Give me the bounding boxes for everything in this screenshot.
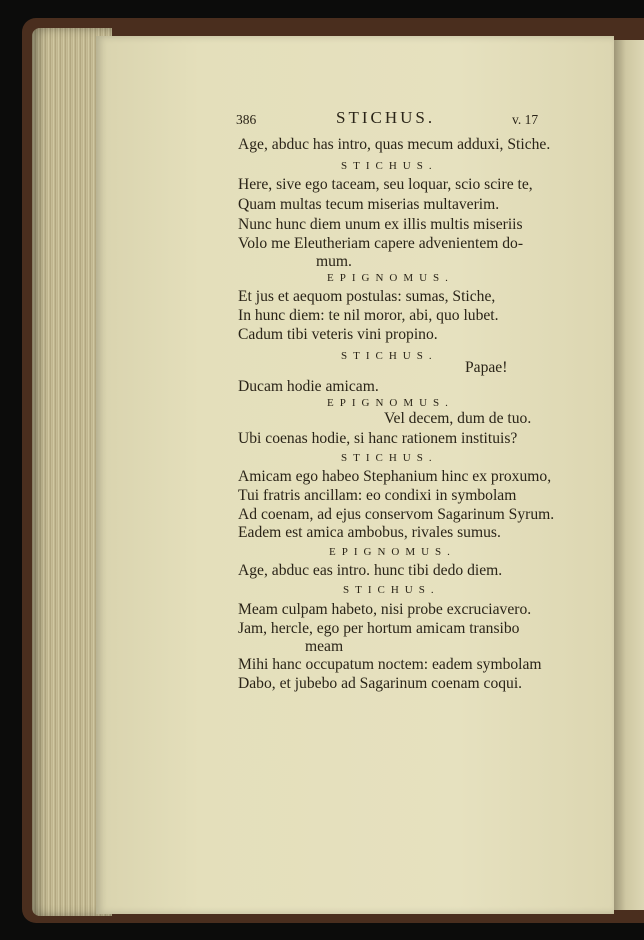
verse-line: Volo me Eleutheriam capere advenientem do-	[238, 235, 524, 252]
verse-line: In hunc diem: te nil moror, abi, quo lubet.	[238, 307, 499, 324]
verse-reference: v. 17	[512, 112, 539, 127]
speaker-heading: EPIGNOMUS.	[327, 397, 454, 409]
page-number: 386	[236, 112, 257, 127]
verse-line: Amicam ego habeo Stephanium hinc ex proxumo,	[238, 468, 552, 485]
verse-line: Age, abduc has intro, quas mecum adduxi, Stiche.	[238, 136, 551, 153]
verse-line: Ubi coenas hodie, si hanc rationem instituis?	[238, 430, 518, 447]
speaker-heading: EPIGNOMUS.	[327, 272, 454, 284]
speaker-heading: STICHUS.	[341, 160, 438, 172]
running-title: STICHUS.	[336, 108, 436, 127]
verse-line: Papae!	[465, 359, 508, 376]
verse-line: Et jus et aequom postulas: sumas, Stiche,	[238, 288, 496, 305]
verse-line: Quam multas tecum miserias multaverim.	[238, 196, 500, 213]
verse-line: Ad coenam, ad ejus conservom Sagarinum Syrum.	[238, 506, 555, 523]
verse-line: Vel decem, dum de tuo.	[384, 410, 532, 427]
verse-line: meam	[305, 638, 344, 655]
verse-line: Mihi hanc occupatum noctem: eadem symbolam	[238, 656, 542, 673]
verse-line: Tui fratris ancillam: eo condixi in symbolam	[238, 487, 517, 504]
verse-line: Cadum tibi veteris vini propino.	[238, 326, 438, 343]
verse-line: Meam culpam habeto, nisi probe excruciavero.	[238, 601, 532, 618]
verse-line: mum.	[316, 253, 352, 270]
verse-line: Here, sive ego taceam, seu loquar, scio scire te,	[238, 176, 533, 193]
verse-line: Dabo, et jubebo ad Sagarinum coenam coqui.	[238, 675, 523, 692]
speaker-heading: STICHUS.	[341, 452, 438, 464]
verse-line: Ducam hodie amicam.	[238, 378, 379, 395]
verse-line: Age, abduc eas intro. hunc tibi dedo diem.	[238, 562, 503, 579]
verse-line: Eadem est amica ambobus, rivales sumus.	[238, 524, 501, 541]
verse-line: Jam, hercle, ego per hortum amicam transibo	[238, 620, 520, 637]
speaker-heading: EPIGNOMUS.	[329, 546, 456, 558]
verse-line: Nunc hunc diem unum ex illis multis miseriis	[238, 216, 523, 233]
speaker-heading: STICHUS.	[341, 350, 438, 362]
speaker-heading: STICHUS.	[343, 584, 440, 596]
